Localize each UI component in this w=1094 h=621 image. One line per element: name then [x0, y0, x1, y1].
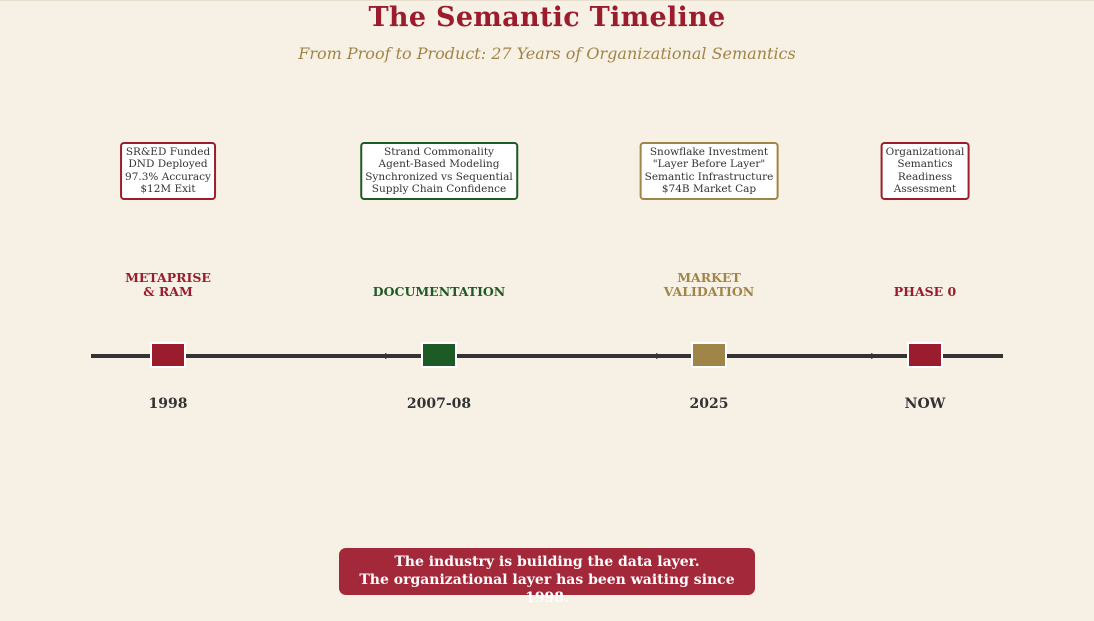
top-rule [0, 0, 1094, 1]
detail-line: Snowflake Investment [649, 146, 769, 158]
detail-line: $74B Market Cap [661, 183, 757, 196]
milestone-2007-details [360, 142, 518, 200]
milestone-1998-details [120, 142, 216, 200]
milestone-2007-phase [339, 285, 539, 299]
detail-line: Assessment [893, 183, 957, 196]
milestone-2025-year: 2025 [689, 396, 729, 412]
phase-line: VALIDATION [663, 284, 755, 299]
detail-line: SR&ED Funded [125, 146, 211, 158]
milestone-now-details [881, 142, 970, 200]
milestone-now-phase [825, 285, 1025, 299]
phase-line: & RAM [143, 284, 193, 299]
detail-line: Agent-Based Modeling [378, 158, 500, 171]
phase-line: DOCUMENTATION [372, 284, 506, 299]
detail-line: Strand Commonality [384, 146, 494, 158]
milestone-2025-marker [691, 342, 727, 368]
detail-line: Semantic Infrastructure [644, 170, 774, 183]
banner-line: The industry is building the data layer. [394, 554, 700, 570]
milestone-2025-phase [609, 271, 809, 299]
detail-line: DND Deployed [128, 158, 208, 171]
detail-line: Organizational [885, 146, 965, 158]
milestone-1998-phase [68, 271, 268, 299]
arrow-head [871, 353, 878, 359]
detail-line: Semantics [897, 158, 953, 171]
milestone-2007-marker [421, 342, 457, 368]
arrow-head [385, 353, 392, 359]
milestone-now-marker [907, 342, 943, 368]
milestone-1998-marker [150, 342, 186, 368]
detail-line: "Layer Before Layer" [652, 158, 766, 171]
phase-line: MARKET [677, 270, 741, 285]
detail-line: $12M Exit [140, 183, 196, 196]
page-title: The Semantic Timeline [368, 2, 726, 33]
phase-line: PHASE 0 [893, 284, 957, 299]
milestone-now-year: NOW [904, 396, 946, 412]
detail-line: 97.3% Accuracy [125, 170, 211, 183]
arrow-head [656, 353, 663, 359]
page-subtitle: From Proof to Product: 27 Years of Organizational Semantics [298, 44, 796, 63]
phase-line: METAPRISE [125, 270, 211, 285]
detail-line: Readiness [897, 170, 953, 183]
detail-line: Synchronized vs Sequential [365, 170, 513, 183]
milestone-2007-year: 2007-08 [406, 396, 472, 412]
detail-line: Supply Chain Confidence [371, 183, 507, 196]
milestone-1998-year: 1998 [148, 396, 188, 412]
closing-banner [339, 548, 755, 606]
timeline-axis [91, 354, 1003, 358]
banner-line: The organizational layer has been waiting since 1998. [359, 572, 735, 606]
milestone-2025-details [640, 142, 779, 200]
